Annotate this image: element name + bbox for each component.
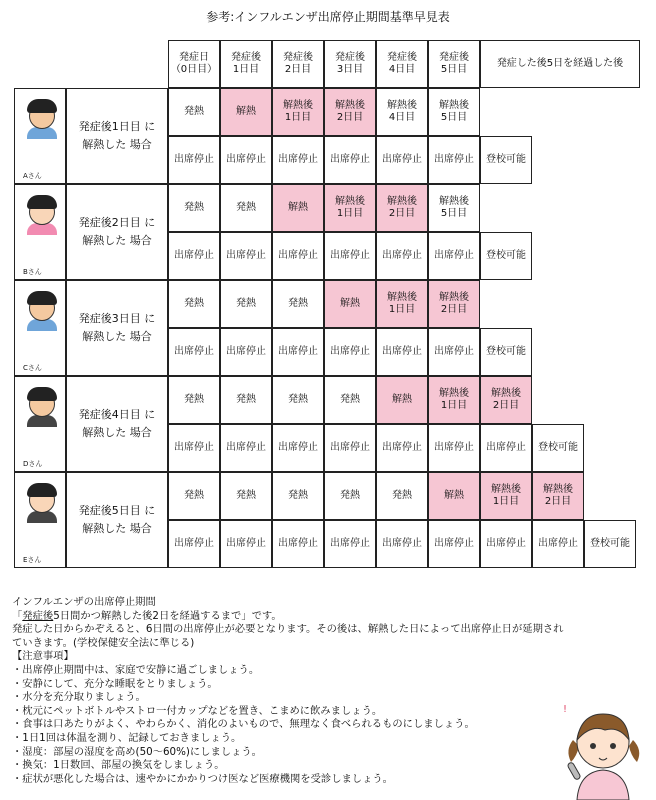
status-cell: 解熱後 2日目 bbox=[324, 88, 376, 136]
person-label: Bさん bbox=[23, 268, 42, 276]
case-label: 発症後3日目 に 解熱した 場合 bbox=[66, 280, 168, 376]
attend-cell: 出席停止 bbox=[324, 232, 376, 280]
notes-explain-1: 発症した日からかぞえると、6日間の出席停止が必要となります。その後は、解熱した日によって出席停止日が延期され bbox=[12, 623, 564, 636]
status-cell: 解熱 bbox=[220, 88, 272, 136]
status-cell: 解熱 bbox=[428, 472, 480, 520]
status-cell: 発熱 bbox=[220, 280, 272, 328]
case-label: 発症後1日目 に 解熱した 場合 bbox=[66, 88, 168, 184]
attend-cell: 出席停止 bbox=[376, 520, 428, 568]
caution-item: ・水分を充分取りましょう。 bbox=[12, 691, 146, 704]
person-avatar bbox=[14, 376, 66, 472]
header-cell: 発症日 （0日目） bbox=[168, 40, 220, 88]
attend-cell: 出席停止 bbox=[272, 232, 324, 280]
notes-rule: 「発症後5日間かつ解熱した後2日を経過するまで」です。 bbox=[12, 609, 282, 622]
person-avatar bbox=[14, 472, 66, 568]
status-cell: 発熱 bbox=[168, 184, 220, 232]
caution-item: ・出席停止期間中は、家庭で安静に過ごしましょう。 bbox=[12, 663, 260, 676]
status-cell: 解熱 bbox=[272, 184, 324, 232]
attend-cell: 出席停止 bbox=[428, 520, 480, 568]
attend-cell: 出席停止 bbox=[220, 328, 272, 376]
status-cell: 解熱後 4日目 bbox=[376, 88, 428, 136]
case-label: 発症後4日目 に 解熱した 場合 bbox=[66, 376, 168, 472]
status-cell: 解熱後 2日目 bbox=[428, 280, 480, 328]
attend-cell: 出席停止 bbox=[220, 232, 272, 280]
status-cell: 解熱 bbox=[376, 376, 428, 424]
status-cell: 発熱 bbox=[168, 472, 220, 520]
caution-item: ・食事は口あたりがよく、やわらかく、消化のよいもので、無理なく食べられるものにしましょう。 bbox=[12, 718, 475, 731]
attend-cell: 出席停止 bbox=[324, 328, 376, 376]
header-cell-after: 発症した後5日を経過した後 bbox=[480, 40, 640, 88]
attend-cell: 出席停止 bbox=[324, 136, 376, 184]
attend-cell: 出席停止 bbox=[272, 328, 324, 376]
attend-cell: 出席停止 bbox=[324, 520, 376, 568]
caution-title: 【注意事項】 bbox=[12, 650, 74, 663]
attend-cell: 出席停止 bbox=[428, 232, 480, 280]
status-cell: 発熱 bbox=[168, 376, 220, 424]
case-label: 発症後5日目 に 解熱した 場合 bbox=[66, 472, 168, 568]
person-avatar bbox=[14, 184, 66, 280]
attend-cell: 出席停止 bbox=[480, 520, 532, 568]
status-cell: 解熱後 2日目 bbox=[480, 376, 532, 424]
status-cell: 発熱 bbox=[220, 184, 272, 232]
caution-item: ・安静にして、充分な睡眠をとりましょう。 bbox=[12, 677, 218, 690]
person-avatar bbox=[14, 280, 66, 376]
status-cell: 解熱後 1日目 bbox=[272, 88, 324, 136]
attend-cell-ok: 登校可能 bbox=[532, 424, 584, 472]
attend-cell-ok: 登校可能 bbox=[480, 232, 532, 280]
status-cell: 発熱 bbox=[272, 280, 324, 328]
attend-cell: 出席停止 bbox=[480, 424, 532, 472]
status-cell: 発熱 bbox=[220, 472, 272, 520]
status-cell: 解熱後 5日目 bbox=[428, 184, 480, 232]
person-label: Eさん bbox=[23, 556, 42, 564]
attend-cell: 出席停止 bbox=[428, 424, 480, 472]
status-cell: 発熱 bbox=[324, 376, 376, 424]
nurse-girl-illustration bbox=[555, 700, 651, 800]
status-cell: 解熱 bbox=[324, 280, 376, 328]
attend-cell: 出席停止 bbox=[220, 520, 272, 568]
attend-cell: 出席停止 bbox=[376, 232, 428, 280]
attend-cell: 出席停止 bbox=[220, 136, 272, 184]
attend-cell-ok: 登校可能 bbox=[584, 520, 636, 568]
status-cell: 解熱後 1日目 bbox=[376, 280, 428, 328]
attend-cell: 出席停止 bbox=[376, 136, 428, 184]
attend-cell: 出席停止 bbox=[272, 136, 324, 184]
header-cell: 発症後 2日目 bbox=[272, 40, 324, 88]
header-cell: 発症後 1日目 bbox=[220, 40, 272, 88]
attend-cell: 出席停止 bbox=[324, 424, 376, 472]
notes-explain-2: ていきます。(学校保健安全法に準じる) bbox=[12, 636, 195, 649]
case-label: 発症後2日目 に 解熱した 場合 bbox=[66, 184, 168, 280]
status-cell: 発熱 bbox=[168, 88, 220, 136]
person-label: Cさん bbox=[23, 364, 42, 372]
attend-cell: 出席停止 bbox=[272, 424, 324, 472]
header-cell: 発症後 4日目 bbox=[376, 40, 428, 88]
header-cell: 発症後 3日目 bbox=[324, 40, 376, 88]
caution-item: ・湿度：部屋の湿度を高め(50〜60%)にしましょう。 bbox=[12, 745, 262, 758]
status-cell: 解熱後 5日目 bbox=[428, 88, 480, 136]
caution-item: ・症状が悪化した場合は、速やかにかかりつけ医など医療機関を受診しましょう。 bbox=[12, 772, 393, 785]
attend-cell: 出席停止 bbox=[220, 424, 272, 472]
caution-item: ・枕元にペットボトルやストロ一付カップなどを置き、こまめに飲みましょう。 bbox=[12, 704, 383, 717]
attend-cell: 出席停止 bbox=[428, 136, 480, 184]
attend-cell: 出席停止 bbox=[532, 520, 584, 568]
attend-cell-ok: 登校可能 bbox=[480, 328, 532, 376]
svg-text:!: ! bbox=[563, 704, 568, 715]
status-cell: 発熱 bbox=[220, 376, 272, 424]
caution-item: ・1日1回は体温を測り、記録しておきましょう。 bbox=[12, 731, 242, 744]
caution-item: ・換気：1日数回、部屋の換気をしましょう。 bbox=[12, 759, 225, 772]
status-cell: 解熱後 1日目 bbox=[480, 472, 532, 520]
status-cell: 発熱 bbox=[324, 472, 376, 520]
attend-cell: 出席停止 bbox=[272, 520, 324, 568]
person-avatar bbox=[14, 88, 66, 184]
rule-underlined: 発症後 bbox=[22, 609, 54, 622]
attend-cell: 出席停止 bbox=[428, 328, 480, 376]
attend-cell: 出席停止 bbox=[168, 424, 220, 472]
status-cell: 発熱 bbox=[272, 472, 324, 520]
status-cell: 解熱後 2日目 bbox=[376, 184, 428, 232]
person-label: Aさん bbox=[23, 172, 42, 180]
attend-cell: 出席停止 bbox=[168, 232, 220, 280]
status-cell: 発熱 bbox=[168, 280, 220, 328]
status-cell: 解熱後 1日目 bbox=[428, 376, 480, 424]
attend-cell: 出席停止 bbox=[168, 136, 220, 184]
status-cell: 解熱後 1日目 bbox=[324, 184, 376, 232]
status-cell: 解熱後 2日目 bbox=[532, 472, 584, 520]
attend-cell: 出席停止 bbox=[168, 520, 220, 568]
notes-heading: インフルエンザの出席停止期間 bbox=[12, 596, 156, 608]
notes-section bbox=[12, 596, 563, 786]
attend-cell: 出席停止 bbox=[376, 424, 428, 472]
header-cell: 発症後 5日目 bbox=[428, 40, 480, 88]
attend-cell-ok: 登校可能 bbox=[480, 136, 532, 184]
status-cell: 発熱 bbox=[376, 472, 428, 520]
person-label: Dさん bbox=[23, 460, 43, 468]
attend-cell: 出席停止 bbox=[168, 328, 220, 376]
page-title: 参考:インフルエンザ出席停止期間基準早見表 bbox=[206, 10, 450, 24]
status-cell: 発熱 bbox=[272, 376, 324, 424]
attend-cell: 出席停止 bbox=[376, 328, 428, 376]
